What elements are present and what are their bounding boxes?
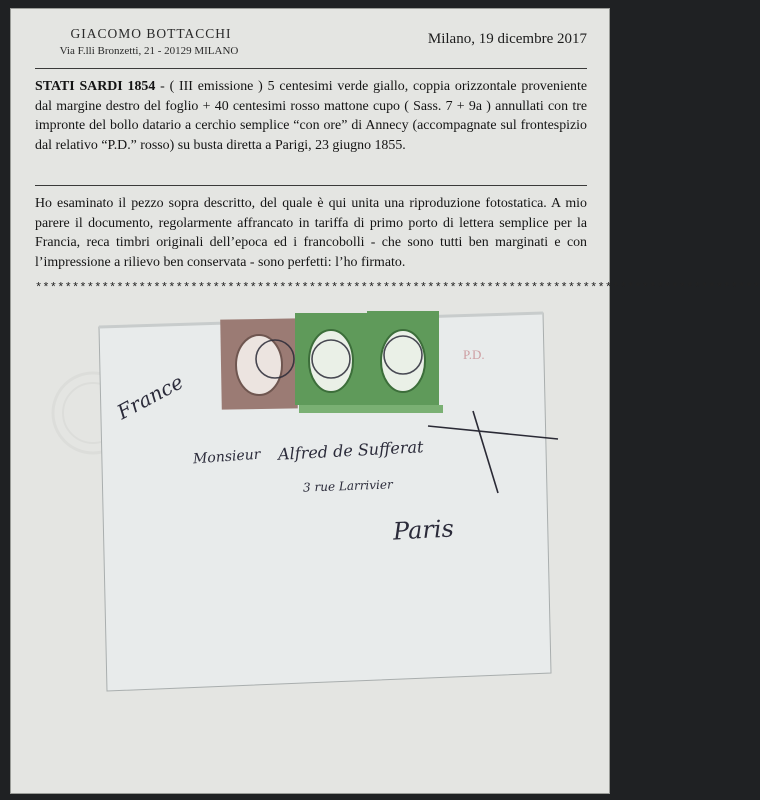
cover-illustration xyxy=(73,301,573,721)
certificate-sheet xyxy=(10,8,760,794)
divider-top xyxy=(35,68,587,69)
handwriting-addressee: Monsieur xyxy=(192,446,261,468)
description-title: STATI SARDI 1854 xyxy=(35,79,156,94)
pd-mark: P.D. xyxy=(463,347,485,362)
cover-photo xyxy=(73,301,573,721)
divider-middle xyxy=(35,185,587,186)
handwriting-city: Paris xyxy=(392,514,455,546)
opinion-paragraph: Ho esaminato il pezzo sopra descritto, del quale è qui unita una riproduzione fotostatica. A mio parere il documento, regolarmente affrancato in tariffa di primo porto di lettera semplice per la Francia, reca timbri originali dell’epoca ed i francobolli - che sono tutti ben marginati e con l’impressione a rilievo ben conservata - sono perfetti: l’ho firmato. xyxy=(35,196,587,270)
handwriting-name: Alfred de Sufferat xyxy=(277,437,424,464)
expert-name: GIACOMO BOTTACCHI xyxy=(70,26,232,41)
sheet-margin xyxy=(299,405,443,413)
description-paragraph xyxy=(35,77,587,155)
handwriting-france: France xyxy=(113,369,188,425)
stamp-40c-red-brown xyxy=(220,318,298,409)
description-text: - ( III emissione ) 5 centesimi verde giallo, coppia orizzontale proveniente dal margine destro del foglio + 40 centesimi rosso mattone cupo ( Sass. 7 + 9a ) annullati con tre impronte del bollo datario a cerchio semplice “con ore” di Annecy (accompagnate sul frontespizio dal relativo “P.D.” rosso) su busta diretta a Parigi, 23 giugno 1855. xyxy=(35,79,587,153)
handwriting-street: 3 rue Larrivier xyxy=(302,477,393,495)
stamp-5c-green-left xyxy=(295,313,367,405)
expert-address: Via F.lli Bronzetti, 21 - 20129 MILANO xyxy=(59,45,239,57)
place-date: Milano, 19 dicembre 2017 xyxy=(427,31,587,47)
asterisk-separator: ************************************************************************************************** xyxy=(35,281,760,295)
stamp-5c-green-right xyxy=(367,311,439,407)
